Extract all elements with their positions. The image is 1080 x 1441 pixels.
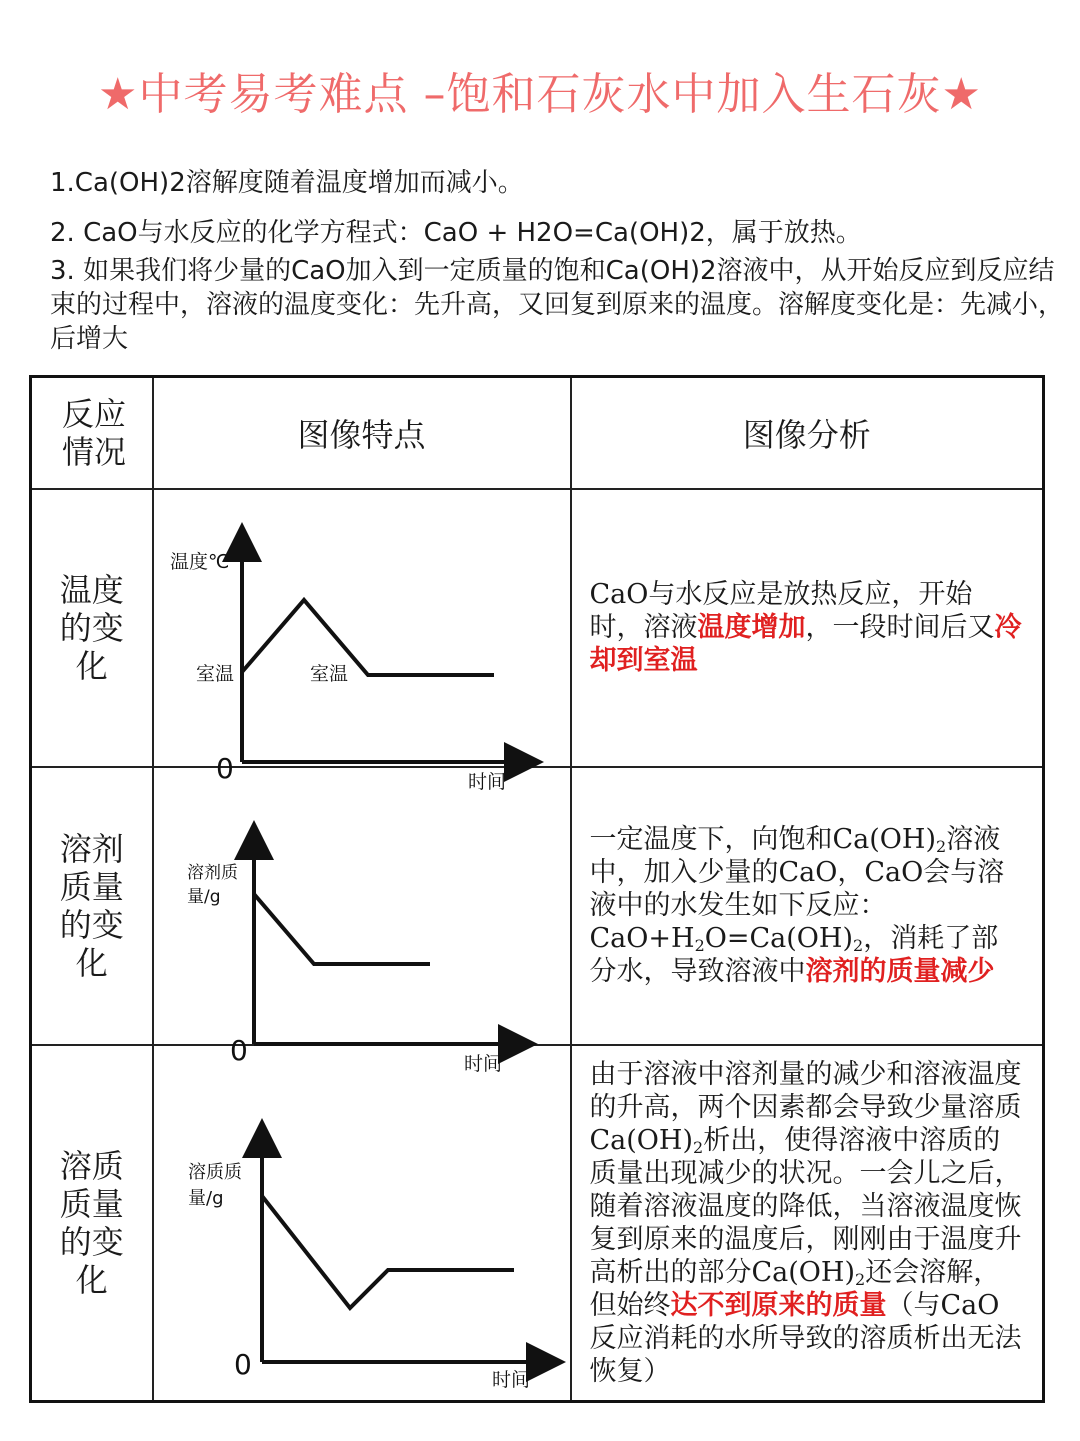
solvent-line [254, 894, 430, 964]
intro-point-1: 1.Ca(OH)2溶解度随着温度增加而减小。 [50, 168, 524, 198]
room-temp-label-1: 室温 [195, 662, 234, 685]
highlight-solvent-decrease: 溶剂的质量减少 [805, 956, 995, 987]
intro-point-3: 3. 如果我们将少量的CaO加入到一定质量的饱和Ca(OH)2溶液中，从开始反应到反应结束的过程中，溶液的温度变化：先升高，又回复到原来的温度。溶解度变化是：先减小，后增大 [50, 256, 1065, 354]
y-axis-label: 温度℃ [169, 550, 229, 573]
row-label-text: 温度的变化 [59, 570, 124, 685]
analysis-text: 一定温度下，向饱和Ca(OH) [589, 824, 937, 855]
y-axis-label-line2: 量/g [186, 886, 221, 907]
row-label-solvent [31, 767, 153, 1045]
subscript: 2 [693, 1137, 704, 1157]
subscript: 2 [855, 1269, 866, 1289]
row-label-solute [31, 1045, 153, 1402]
subscript: 2 [853, 936, 864, 955]
temperature-line [242, 600, 494, 675]
x-axis-label: 时间 [467, 770, 506, 793]
solute-line [262, 1196, 514, 1308]
x-axis-label: 时间 [463, 1052, 502, 1075]
analysis-cell-solute [571, 1045, 1044, 1402]
analysis-text: CaO与水反应是放热反应，开始时，溶液 [589, 579, 973, 643]
analysis-cell-solvent [571, 767, 1044, 1045]
analysis-text: 还会溶解，但始终 [589, 1256, 1001, 1321]
analysis-text: 溶液中，加入少量的CaO，CaO会与溶液中的水发生如下反应：CaO+H [589, 824, 1005, 954]
y-axis-label-line1: 溶剂质 [186, 862, 238, 883]
analysis-text: （与CaO反应消耗的水所导致的溶质析出无法恢复） [589, 1289, 1022, 1387]
analysis-text-temperature [572, 578, 1043, 677]
subscript: 2 [936, 837, 947, 856]
row-label-temperature [31, 489, 153, 767]
origin-label: 0 [215, 751, 234, 785]
row-label-text: 溶剂质量的变化 [59, 829, 124, 982]
table-row [31, 489, 1044, 767]
analysis-table [29, 375, 1045, 1403]
row-label-text: 溶质质量的变化 [59, 1146, 124, 1299]
highlight-never-recovers: 达不到原来的质量 [670, 1289, 887, 1321]
highlight-temperature-increase: 温度增加 [697, 612, 806, 643]
header-graph-analysis: 图像分析 [571, 377, 1044, 489]
analysis-cell-temperature [571, 489, 1044, 767]
highlight-cool-to-room-temp: 冷却到室温 [589, 612, 1022, 676]
analysis-text: O=Ca(OH) [704, 923, 854, 954]
origin-label-bottom: 0 [233, 1347, 252, 1381]
header-reaction [31, 377, 153, 489]
analysis-text: ，消耗了部分水，导致溶液中 [589, 923, 999, 987]
analysis-text: ，一段时间后又 [805, 612, 995, 643]
y-axis-label-line1: 溶质质 [187, 1161, 242, 1183]
intro-point-2: 2. CaO与水反应的化学方程式：CaO + H2O=Ca(OH)2，属于放热。 [50, 218, 862, 248]
graph-cell-solvent [153, 767, 571, 1045]
analysis-text-solute [572, 1058, 1043, 1388]
analysis-text: 由于溶液中溶剂量的减少和溶液温度的升高，两个因素都会导致少量溶质Ca(OH) [589, 1058, 1022, 1156]
y-axis-label-line2: 量/g [187, 1187, 223, 1209]
origin-label: 0 [229, 1033, 248, 1067]
analysis-text: 析出，使得溶液中溶质的质量出现减少的状况。一会儿之后，随着溶液温度的降低，当溶液温度恢复到原来的温度后，刚刚由于温度升高析出的部分Ca(OH) [589, 1124, 1022, 1288]
header-graph-features: 图像特点 [153, 377, 571, 489]
page-title: ★中考易考难点 –饱和石灰水中加入生石灰★ [98, 69, 982, 120]
graph-cell-solute [153, 1033, 571, 1402]
header-reaction-label: 反应情况 [62, 394, 127, 471]
solute-mass-graph [154, 1033, 572, 1403]
room-temp-label-2: 室温 [309, 662, 348, 685]
table-row [31, 767, 1044, 1045]
x-axis-label-bottom: 时间 [491, 1368, 530, 1391]
table-header-row [31, 377, 1044, 489]
analysis-text-solvent [572, 823, 1043, 988]
table-row [31, 1045, 1044, 1402]
solvent-mass-graph [154, 768, 572, 1046]
subscript: 2 [694, 936, 705, 955]
